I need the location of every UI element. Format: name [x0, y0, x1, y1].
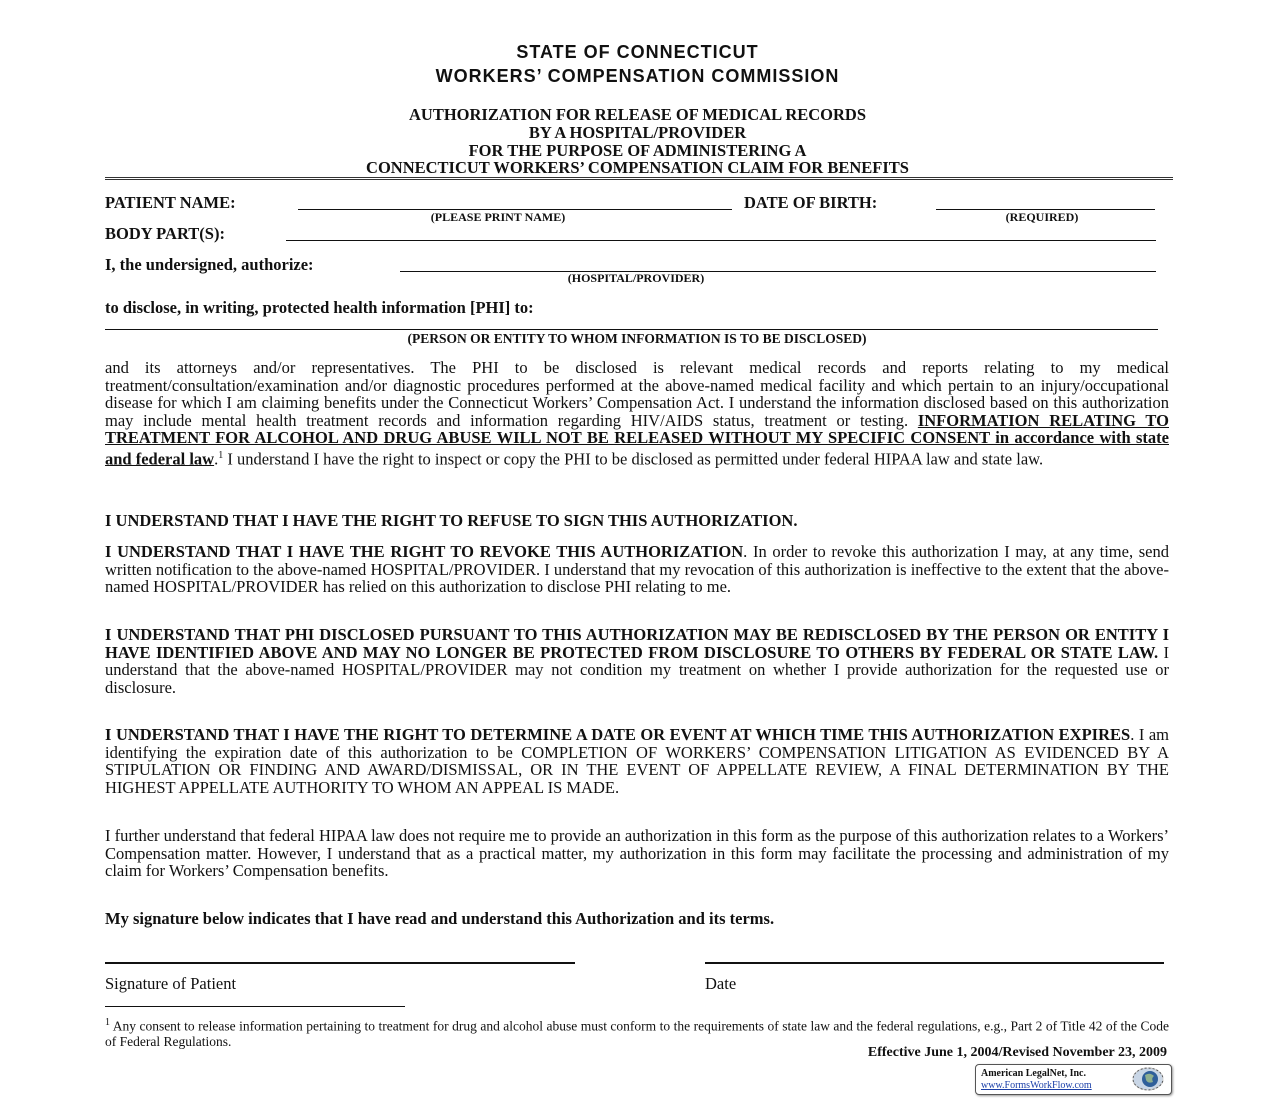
expiration-text: . I am identifying the expiration date of this authorization to be COMPLETION OF WORKERS’ COMPENSATION LITIGATION AS EVIDENCED BY A STIPULATION OR FINDING AND AWARD/DISMISSAL, OR IN THE EVENT OF APPELLATE REVIEW, A FINAL DETERMINATION BY THE HIGHEST APPELLATE AUTHORITY TO WHOM AN APPEAL IS MADE.	[105, 725, 1170, 797]
alcohol-drug-notice: INFORMATION RELATING TO TREATMENT FOR ALCOHOL AND DRUG ABUSE WILL NOT BE RELEASED WITHOUT MY SPECIFIC CONSENT in accordance with state and federal law	[105, 410, 1169, 469]
american-legalnet-logo[interactable]	[975, 1064, 1172, 1095]
redisclosure-heading: I UNDERSTAND THAT PHI DISCLOSED PURSUANT TO THIS AUTHORIZATION MAY BE REDISCLOSED BY THE PERSON OR ENTITY I HAVE IDENTIFIED ABOVE AND MAY NO LONGER BE PROTECTED FROM DISCLOSURE TO OTHERS BY FEDERAL OR STATE LAW.	[105, 625, 1169, 662]
subtitle-line-4: CONNECTICUT WORKERS’ COMPENSATION CLAIM FOR BENEFITS	[366, 158, 909, 177]
redisclosure-text: I understand that the above-named HOSPITAL/PROVIDER may not condition my treatment on whether I provide authorization for the requested use or disclosure.	[105, 642, 1169, 697]
header-divider	[105, 177, 1173, 180]
paragraph-expiration	[105, 726, 1169, 796]
patient-name-label: PATIENT NAME:	[105, 193, 236, 212]
footnote-divider	[105, 1006, 405, 1007]
authorize-label: I, the undersigned, authorize:	[105, 255, 314, 274]
footnote-mark: 1	[105, 1017, 110, 1028]
subtitle-line-3: FOR THE PURPOSE OF ADMINISTERING A	[468, 141, 807, 160]
subtitle-line-2: BY A HOSPITAL/PROVIDER	[528, 123, 747, 142]
body-parts-field[interactable]	[286, 240, 1156, 241]
phi-scope-text: and its attorneys and/or representatives. The PHI to be disclosed is relevant medical records and reports relating to my medical treatment/consultation/examination and/or diagnostic procedures performed at the above-named medical facility and which pertain to an injury/occupational disease for which I am claiming benefits under the Connecticut Workers’ Compensation Act. I understand the information disclosed based on this authorization may include mental health treatment records and information regarding HIV/AIDS status, treatment or testing.	[105, 358, 1169, 430]
paragraph-redisclosure	[105, 626, 1169, 696]
subtitle-line-1: AUTHORIZATION FOR RELEASE OF MEDICAL RECORDS	[408, 105, 867, 124]
effective-date: Effective June 1, 2004/Revised November 23, 2009	[867, 1045, 1167, 1060]
globe-icon	[1131, 1066, 1165, 1092]
form-title-commission: WORKERS’ COMPENSATION COMMISSION	[435, 66, 840, 86]
paragraph-phi-scope: and its attorneys and/or representatives. The PHI to be disclosed is relevant medical records and reports relating to my medical treatment/consultation/examination and/or diagnostic procedures performed at the above-named medical facility and which pertain to an injury/occupational disease for which I am claiming benefits under the Connecticut Workers’ Compensation Act. I understand the information disclosed based on this authorization may include mental health treatment records and information regarding HIV/AIDS status, treatment or testing. INFORMATION RELATING TO TREATMENT FOR ALCOHOL AND DRUG ABUSE WILL NOT BE RELEASED WITHOUT MY SPECIFIC CONSENT in accordance with state and federal law.$^1$ I understand I have the right to inspect or copy the PHI to be disclosed as permitted under federal HIPAA law and state law.	[105, 358, 1169, 469]
form-title-state: STATE OF CONNECTICUT	[516, 42, 759, 62]
dob-caption: (REQUIRED)	[1005, 210, 1079, 224]
footnote-text: Any consent to release information pertaining to treatment for drug and alcohol abuse must conform to the requirements of state law and the federal regulations, e.g., Part 2 of Title 42 of the Code of Federal Regulations.	[105, 1018, 1169, 1049]
body-parts-label: BODY PART(S):	[105, 224, 225, 243]
logo-company: American LegalNet, Inc.	[981, 1068, 1086, 1079]
paragraph-revoke-right	[105, 543, 1169, 596]
patient-signature-line[interactable]	[105, 962, 575, 964]
disclose-caption: (PERSON OR ENTITY TO WHOM INFORMATION IS TO BE DISCLOSED)	[407, 331, 867, 346]
paragraph-hipaa-note: I further understand that federal HIPAA law does not require me to provide an authorization in this form as the purpose of this authorization relates to a Workers’ Compensation matter. However, I understand that as a practical matter, my authorization in this form may facilitate the processing and administration of my claim for Workers’ Compensation benefits.	[105, 826, 1170, 881]
patient-name-caption: (PLEASE PRINT NAME)	[430, 210, 566, 224]
footnote-ref: 1	[218, 449, 224, 461]
revoke-text: . In order to revoke this authorization I may, at any time, send written notification to the above-named HOSPITAL/PROVIDER. I understand that my revocation of this authorization is ineffective to the extent that the above-named HOSPITAL/PROVIDER has relied on this authorization to disclose PHI relating to me.	[105, 542, 1169, 597]
date-signature-line[interactable]	[705, 962, 1164, 964]
inspect-rights-text: I understand I have the right to inspect or copy the PHI to be disclosed as permitted under federal HIPAA law and state law.	[223, 449, 1044, 469]
disclose-recipient-field[interactable]	[105, 329, 1158, 330]
paragraph-signature-ack: My signature below indicates that I have read and understand this Authorization and its terms.	[105, 909, 775, 928]
paragraph-refuse-right: I UNDERSTAND THAT I HAVE THE RIGHT TO REFUSE TO SIGN THIS AUTHORIZATION.	[105, 511, 798, 530]
expiration-heading: I UNDERSTAND THAT I HAVE THE RIGHT TO DETERMINE A DATE OR EVENT AT WHICH TIME THIS AUTHORIZATION EXPIRES	[105, 725, 1131, 744]
logo-url[interactable]: www.FormsWorkFlow.com	[981, 1080, 1092, 1091]
authorize-caption: (HOSPITAL/PROVIDER)	[567, 271, 705, 285]
dob-label: DATE OF BIRTH:	[744, 193, 878, 212]
patient-signature-label: Signature of Patient	[105, 974, 237, 993]
date-label: Date	[705, 974, 737, 993]
revoke-heading: I UNDERSTAND THAT I HAVE THE RIGHT TO REVOKE THIS AUTHORIZATION	[105, 542, 744, 561]
disclose-label: to disclose, in writing, protected health information [PHI] to:	[105, 298, 534, 317]
